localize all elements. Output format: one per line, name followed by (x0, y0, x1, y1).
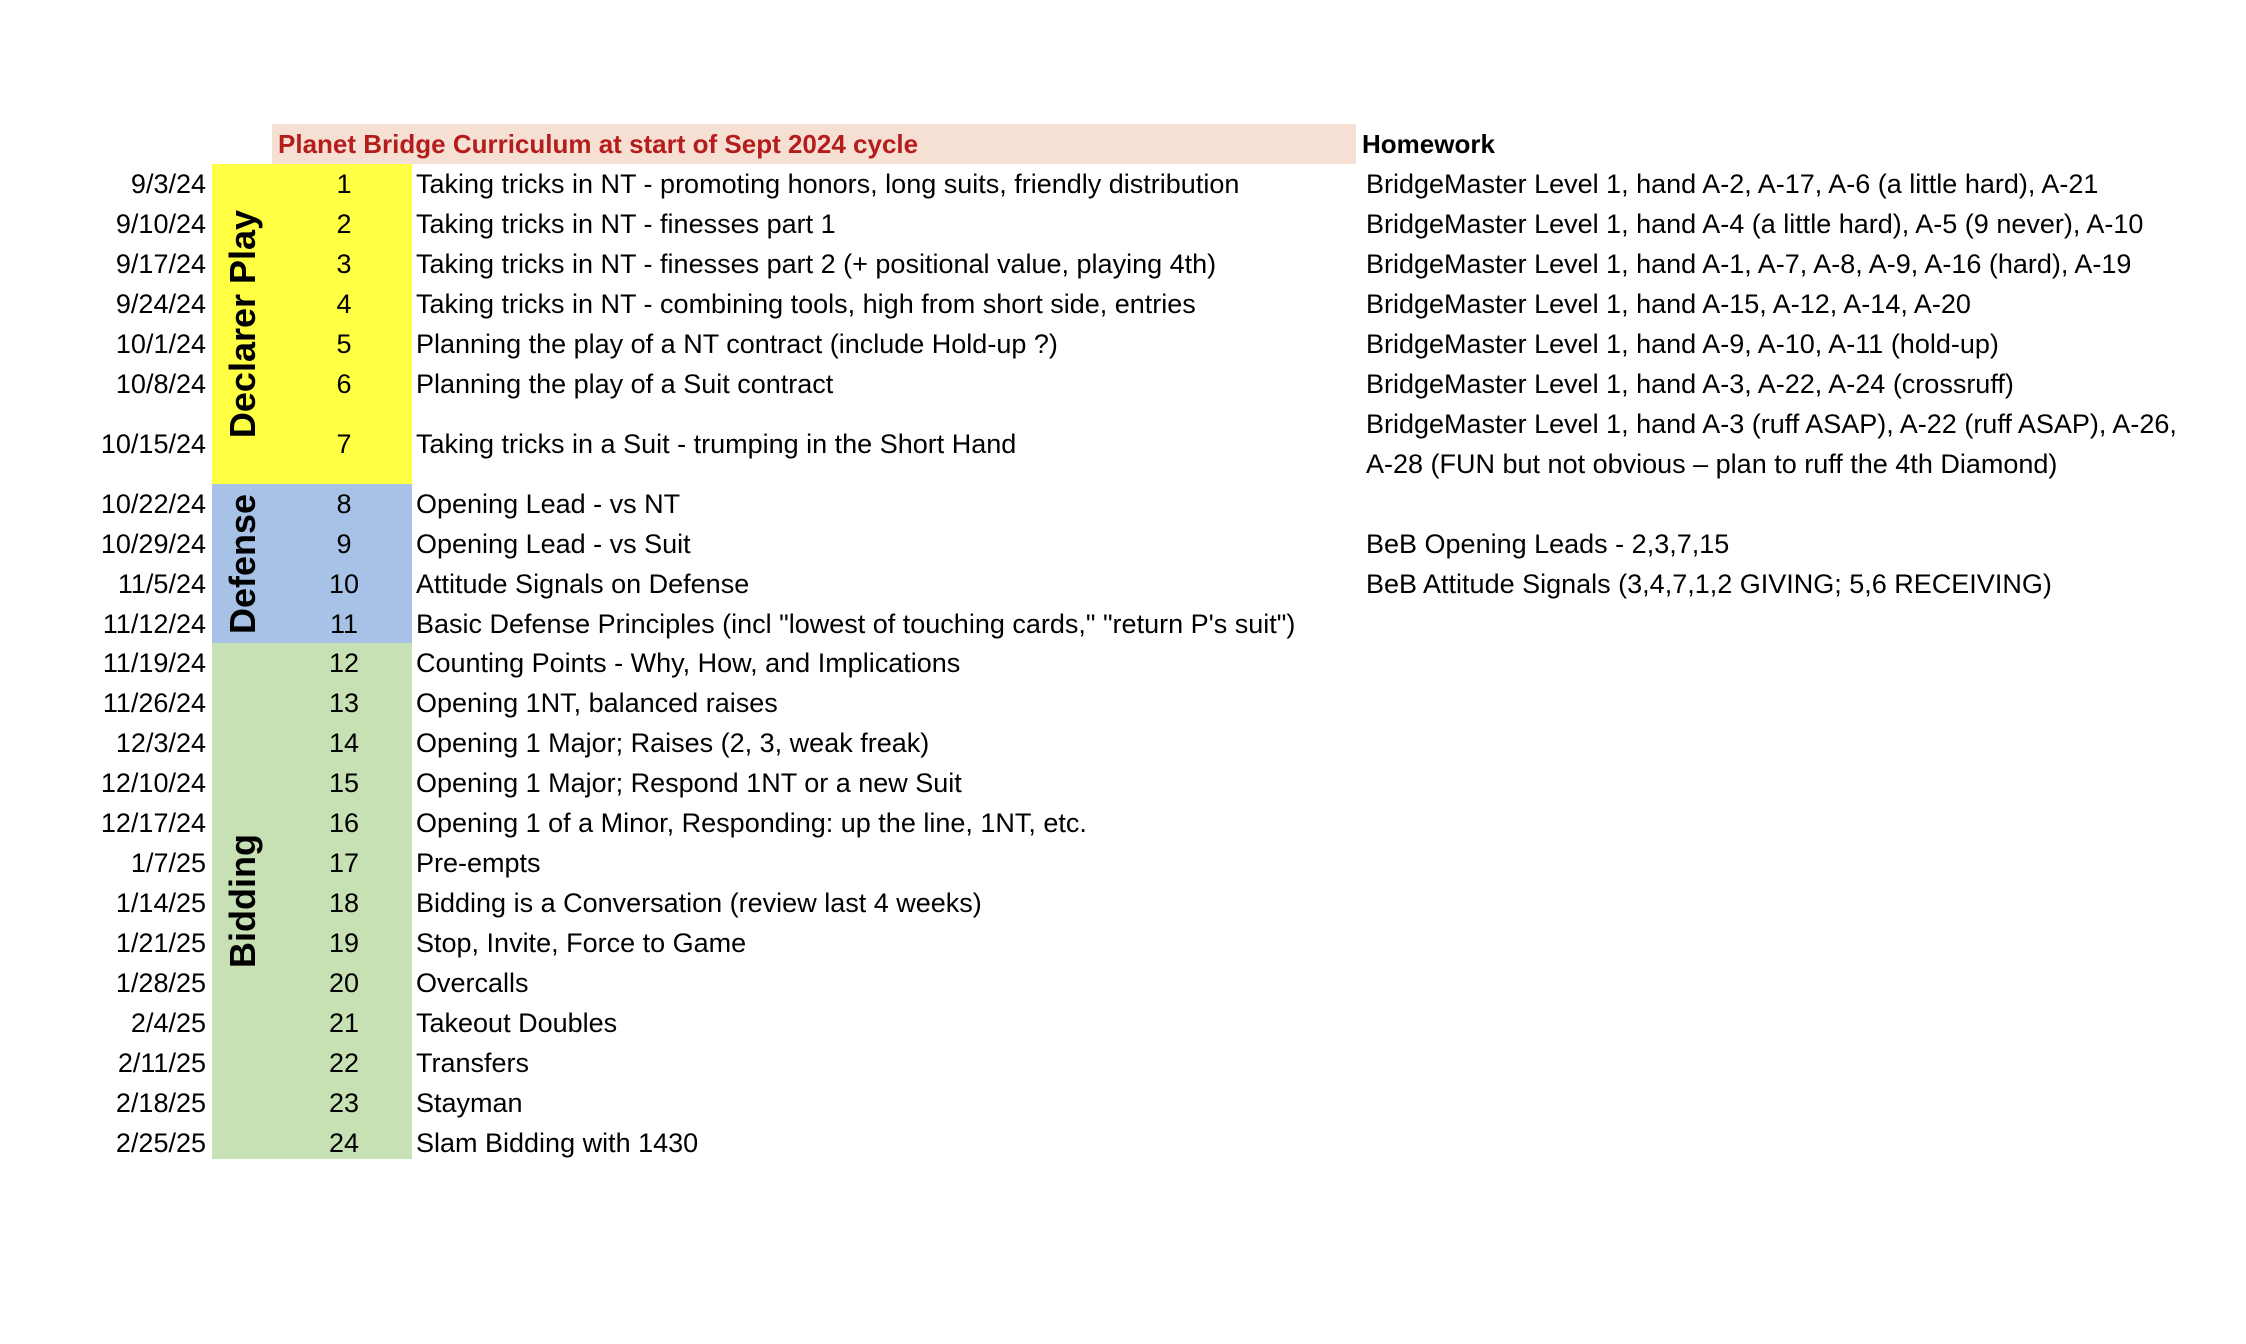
lesson-topic: Transfers (416, 1048, 530, 1078)
lesson-homework (1366, 284, 2246, 324)
lesson-number: 17 (328, 848, 360, 878)
lesson-topic: Planning the play of a NT contract (include Hold-up ?) (416, 329, 1058, 359)
lesson-number: 16 (328, 808, 360, 838)
lesson-row (0, 763, 2246, 803)
lesson-topic: Basic Defense Principles (incl "lowest of touching cards," "return P's suit") (416, 609, 1296, 639)
lesson-date: 1/14/25 (115, 888, 206, 918)
lesson-date: 2/18/25 (115, 1088, 206, 1118)
lesson-topic: Stayman (416, 1088, 523, 1118)
lesson-topic: Opening 1 Major; Raises (2, 3, weak freak) (416, 728, 930, 758)
lesson-topic: Opening Lead - vs NT (416, 489, 681, 519)
lesson-date: 1/28/25 (115, 968, 206, 998)
lesson-row (0, 1043, 2246, 1083)
declarer-play-label: Declarer Play (222, 209, 264, 439)
lesson-date: 2/4/25 (130, 1008, 206, 1038)
bidding-label: Bidding (222, 834, 263, 968)
lesson-topic: Counting Points - Why, How, and Implications (416, 648, 961, 678)
lesson-row (0, 1003, 2246, 1043)
lesson-number: 18 (328, 888, 360, 918)
lesson-number: 1 (336, 169, 352, 199)
lesson-topic: Attitude Signals on Defense (416, 569, 750, 599)
lesson-number: 14 (328, 728, 360, 758)
lesson-number: 19 (328, 928, 360, 958)
homework-line: BridgeMaster Level 1, hand A-3 (ruff ASAP), A-22 (ruff ASAP), A-26, (1366, 409, 2177, 439)
lesson-row (0, 204, 2246, 244)
lesson-row (0, 963, 2246, 1003)
lesson-topic: Pre-empts (416, 848, 541, 878)
lesson-row (0, 364, 2246, 404)
lesson-date: 2/25/25 (115, 1128, 206, 1158)
lesson-row (0, 404, 2246, 484)
lesson-topic: Taking tricks in NT - finesses part 1 (416, 209, 836, 239)
lesson-number: 13 (328, 688, 360, 718)
lesson-date: 11/19/24 (102, 648, 206, 678)
lesson-row (0, 244, 2246, 284)
lesson-topic: Taking tricks in NT - finesses part 2 (+ positional value, playing 4th) (416, 249, 1217, 279)
lesson-homework (1366, 364, 2246, 404)
lesson-number: 24 (328, 1128, 360, 1158)
lesson-number: 4 (336, 289, 352, 319)
lesson-number: 12 (328, 648, 360, 678)
lesson-number: 2 (336, 209, 352, 239)
lesson-row (0, 683, 2246, 723)
lesson-homework (1366, 404, 2246, 484)
lesson-row (0, 883, 2246, 923)
lesson-number: 23 (328, 1088, 360, 1118)
lesson-homework (1366, 204, 2246, 244)
lesson-number: 20 (328, 968, 360, 998)
lesson-date: 12/10/24 (100, 768, 206, 798)
lesson-row (0, 803, 2246, 843)
lesson-row (0, 484, 2246, 524)
lesson-topic: Stop, Invite, Force to Game (416, 928, 747, 958)
homework-header: Homework (1362, 129, 1495, 159)
lesson-topic: Opening 1 of a Minor, Responding: up the line, 1NT, etc. (416, 808, 1087, 838)
lesson-date: 10/15/24 (100, 429, 206, 459)
lesson-number: 8 (336, 489, 352, 519)
lesson-topic: Slam Bidding with 1430 (416, 1128, 699, 1158)
lesson-date: 10/22/24 (100, 489, 206, 519)
lesson-homework (1366, 324, 2246, 364)
homework-line: BridgeMaster Level 1, hand A-9, A-10, A-11 (hold-up) (1366, 329, 1999, 359)
lesson-topic: Opening 1NT, balanced raises (416, 688, 778, 718)
lesson-number: 6 (336, 369, 352, 399)
lesson-topic: Opening Lead - vs Suit (416, 529, 691, 559)
lesson-number: 21 (328, 1008, 360, 1038)
lesson-row (0, 1083, 2246, 1123)
lesson-row (0, 1123, 2246, 1163)
lesson-date: 12/3/24 (115, 728, 206, 758)
lesson-date: 10/1/24 (115, 329, 206, 359)
lesson-date: 9/24/24 (115, 289, 206, 319)
homework-line-2: A-28 (FUN but not obvious – plan to ruff the 4th Diamond) (1366, 449, 2058, 479)
lesson-date: 10/8/24 (115, 369, 206, 399)
lesson-homework (1366, 564, 2246, 604)
lesson-row (0, 524, 2246, 564)
lesson-topic: Taking tricks in NT - combining tools, high from short side, entries (416, 289, 1196, 319)
lesson-number: 3 (336, 249, 352, 279)
lesson-number: 22 (328, 1048, 360, 1078)
lesson-topic: Bidding is a Conversation (review last 4 weeks) (416, 888, 982, 918)
lesson-date: 9/3/24 (130, 169, 206, 199)
homework-line: BeB Attitude Signals (3,4,7,1,2 GIVING; 5,6 RECEIVING) (1366, 569, 2052, 599)
lesson-date: 9/17/24 (115, 249, 206, 279)
lesson-topic: Opening 1 Major; Respond 1NT or a new Suit (416, 768, 962, 798)
homework-line: BridgeMaster Level 1, hand A-15, A-12, A-14, A-20 (1366, 289, 1971, 319)
curriculum-title: Planet Bridge Curriculum at start of Sept 2024 cycle (272, 124, 1356, 164)
lesson-number: 11 (329, 609, 359, 639)
lesson-date: 9/10/24 (115, 209, 206, 239)
lesson-date: 12/17/24 (100, 808, 206, 838)
lesson-topic: Takeout Doubles (416, 1008, 618, 1038)
lesson-number: 9 (336, 529, 352, 559)
lesson-row (0, 604, 2246, 644)
lesson-topic: Planning the play of a Suit contract (416, 369, 834, 399)
lesson-number: 15 (328, 768, 360, 798)
lesson-date: 10/29/24 (100, 529, 206, 559)
lesson-homework (1366, 164, 2246, 204)
homework-line: BridgeMaster Level 1, hand A-3, A-22, A-24 (crossruff) (1366, 369, 2014, 399)
lesson-homework (1366, 244, 2246, 284)
lesson-row (0, 723, 2246, 763)
lesson-topic: Taking tricks in a Suit - trumping in the Short Hand (416, 429, 1017, 459)
homework-line: BeB Opening Leads - 2,3,7,15 (1366, 529, 1730, 559)
lesson-row (0, 164, 2246, 204)
lesson-number: 5 (336, 329, 352, 359)
lesson-row (0, 284, 2246, 324)
lesson-date: 11/5/24 (117, 569, 206, 599)
lesson-row (0, 923, 2246, 963)
lesson-row (0, 324, 2246, 364)
lesson-number: 10 (328, 569, 360, 599)
lesson-date: 11/12/24 (102, 609, 206, 639)
lesson-row (0, 564, 2246, 604)
lesson-topic: Taking tricks in NT - promoting honors, long suits, friendly distribution (416, 169, 1240, 199)
lesson-row (0, 843, 2246, 883)
defense-label: Defense (222, 493, 263, 634)
lesson-date: 2/11/25 (117, 1048, 206, 1078)
lesson-date: 11/26/24 (102, 688, 206, 718)
lesson-row (0, 643, 2246, 683)
homework-line: BridgeMaster Level 1, hand A-1, A-7, A-8, A-9, A-16 (hard), A-19 (1366, 249, 2132, 279)
homework-line: BridgeMaster Level 1, hand A-2, A-17, A-6 (a little hard), A-21 (1366, 169, 2099, 199)
lesson-homework (1366, 524, 2246, 564)
lesson-topic: Overcalls (416, 968, 529, 998)
lesson-number: 7 (336, 429, 352, 459)
lesson-date: 1/21/25 (115, 928, 206, 958)
homework-line: BridgeMaster Level 1, hand A-4 (a little hard), A-5 (9 never), A-10 (1366, 209, 2144, 239)
lesson-date: 1/7/25 (130, 848, 206, 878)
